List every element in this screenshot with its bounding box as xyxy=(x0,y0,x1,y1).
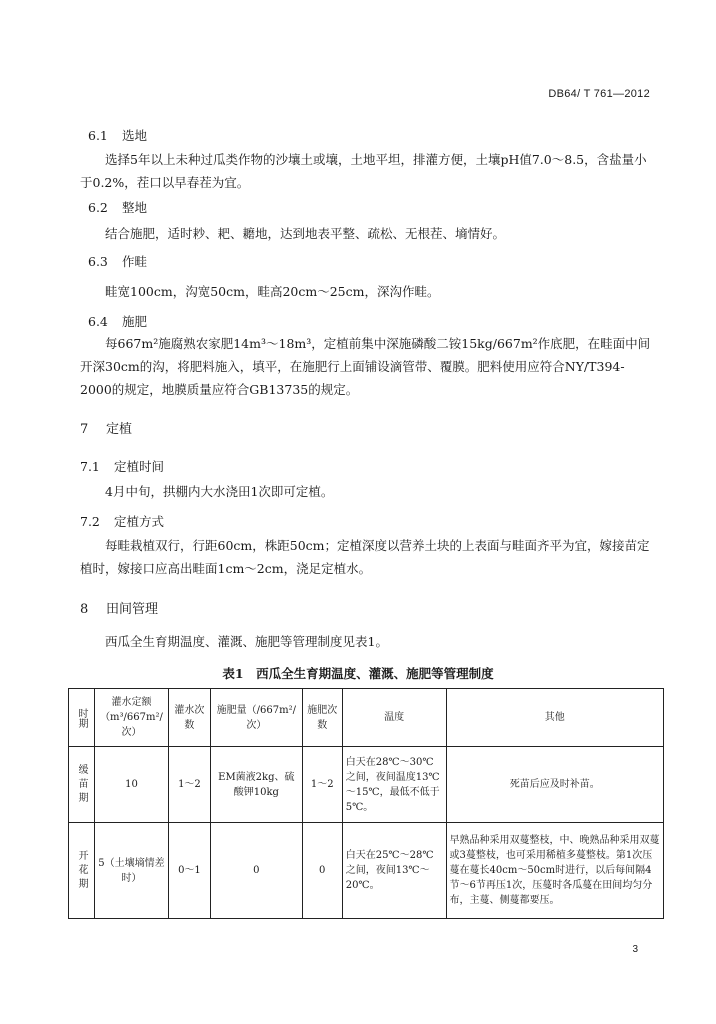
section-7-heading xyxy=(80,418,132,437)
section-number: 7.2 xyxy=(80,514,100,529)
table-cell: 5（土壤墒情差时） xyxy=(94,823,168,919)
section-7-1-heading xyxy=(80,457,164,475)
table-cell: 白天在28℃～30℃之间，夜间温度13℃～15℃，最低不低于5℃。 xyxy=(342,747,446,823)
table-cell: 10 xyxy=(94,747,168,823)
section-title: 作畦 xyxy=(122,254,148,269)
table-cell: 0 xyxy=(302,823,342,919)
section-7-2-heading xyxy=(80,512,164,530)
period-cell: 开花期 xyxy=(69,823,95,919)
section-number: 6.3 xyxy=(88,254,108,269)
page-number: 3 xyxy=(632,944,638,955)
section-6-1-body: 选择5年以上未种过瓜类作物的沙壤土或壤，土地平坦，排灌方便，土壤pH值7.0～8.5，含盐量小于0.2%，茬口以早春茬为宜。 xyxy=(80,152,647,190)
table-cell: 1～2 xyxy=(302,747,342,823)
section-title: 定植 xyxy=(106,422,133,437)
section-title: 整地 xyxy=(122,200,148,215)
section-title: 施肥 xyxy=(122,314,148,329)
section-6-3-heading xyxy=(88,252,147,270)
table-cell: 1～2 xyxy=(168,747,210,823)
table-header-row xyxy=(69,689,664,747)
table-cell: 死苗后应及时补苗。 xyxy=(446,747,663,823)
period-cell: 缓苗期 xyxy=(69,747,95,823)
section-7-2-body: 每畦栽植双行，行距60cm，株距50cm；定植深度以营养土块的上表面与畦面齐平为宜，嫁接苗定植时，嫁接口应高出畦面1cm～2cm，浇足定植水。 xyxy=(80,538,650,576)
section-6-1-heading xyxy=(88,126,147,144)
section-8-body: 西瓜全生育期温度、灌溉、施肥等管理制度见表1。 xyxy=(105,634,388,649)
table-cell: 0 xyxy=(210,823,302,919)
section-8-heading xyxy=(80,598,158,617)
table-cell: 早熟品种采用双蔓整枝，中、晚熟品种采用双蔓或3蔓整枝，也可采用稀植多蔓整枝。第1次压蔓在蔓长40cm～50cm时进行，以后每间隔4节～6节再压1次，压蔓时各瓜蔓在田间均匀分布，主蔓、侧蔓都要压。 xyxy=(446,823,663,919)
section-number: 6.4 xyxy=(88,314,108,329)
section-title: 定植方式 xyxy=(114,514,165,529)
header-cell: 温度 xyxy=(342,689,446,747)
table-cell: EM菌液2kg、硫酸钾10kg xyxy=(210,747,302,823)
header-cell: 灌水定额（m³/667m²/次） xyxy=(94,689,168,747)
section-number: 6.2 xyxy=(88,200,108,215)
section-6-3-body: 畦宽100cm，沟宽50cm，畦高20cm～25cm，深沟作畦。 xyxy=(105,284,440,299)
section-6-2-heading xyxy=(88,198,147,216)
section-title: 田间管理 xyxy=(106,602,159,617)
table-cell: 0～1 xyxy=(168,823,210,919)
section-7-1-body: 4月中旬，拱棚内大水浇田1次即可定植。 xyxy=(105,484,334,499)
section-6-4-heading xyxy=(88,312,147,330)
header-cell: 其他 xyxy=(446,689,663,747)
section-6-2-body: 结合施肥，适时耖、耙、耱地，达到地表平整、疏松、无根茬、墒情好。 xyxy=(105,226,506,241)
table-row xyxy=(69,823,664,919)
section-number: 8 xyxy=(80,602,89,617)
section-number: 6.1 xyxy=(88,128,108,143)
section-number: 7 xyxy=(80,422,89,437)
header-cell: 灌水次数 xyxy=(168,689,210,747)
header-cell: 施肥量（/667m²/次） xyxy=(210,689,302,747)
management-table xyxy=(68,688,664,919)
table-cell: 白天在25℃～28℃之间，夜间13℃～20℃。 xyxy=(342,823,446,919)
header-cell: 时期 xyxy=(69,689,95,747)
header-cell: 施肥次数 xyxy=(302,689,342,747)
standard-code: DB64/ T 761—2012 xyxy=(548,88,650,100)
table-caption: 表1 西瓜全生育期温度、灌溉、施肥等管理制度 xyxy=(222,666,494,681)
section-title: 选地 xyxy=(122,128,148,143)
section-title: 定植时间 xyxy=(114,459,165,474)
table-row xyxy=(69,747,664,823)
section-number: 7.1 xyxy=(80,459,100,474)
section-6-4-body: 每667m²施腐熟农家肥14m³～18m³，定植前集中深施磷酸二铵15kg/667m²作底肥，在畦面中间开深30cm的沟，将肥料施入，填平，在施肥行上面铺设滴管带、覆膜。肥料使用应符合NY/T394-2000的规定，地膜质量应符合GB13735的规定。 xyxy=(80,336,651,397)
